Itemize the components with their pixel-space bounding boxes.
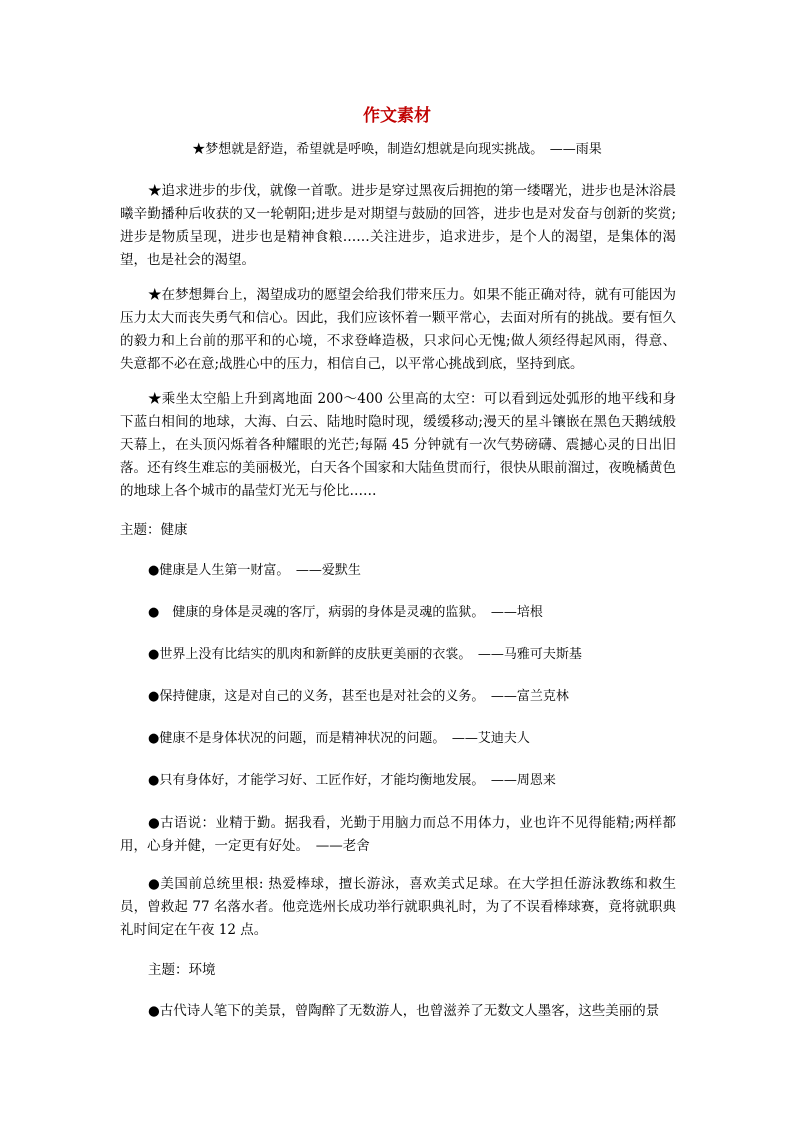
paragraph-environment: ●古代诗人笔下的美景，曾陶醉了无数游人，也曾滋养了无数文人墨客，这些美丽的景 [148,1003,660,1019]
paragraph-dream-stage: ★在梦想舞台上，渴望成功的愿望会给我们带来压力。如果不能正确对待，就有可能因为压力太大而丧失勇气和信心。因此，我们应该怀着一颗平常心，去面对所有的挑战。要有恒久的毅力和上台前的那平和的心境，不求登峰造极，只求问心无愧;做人须经得起风雨，得意、失意都不必在意;战胜心中的压力，相信自己，以平常心挑战到底，坚持到底。 [120,287,676,372]
health-quote-5: ●健康不是身体状况的问题，而是精神状况的问题。 ——艾迪夫人 [148,731,530,746]
health-quote-1: ●健康是人生第一财富。 ——爱默生 [148,563,361,578]
paragraph-reagan: ●美国前总统里根: 热爱棒球，擅长游泳，喜欢美式足球。在大学担任游泳教练和救生员，曾救起 77 名落水者。他竞选州长成功举行就职典礼时，为了不误看棒球赛，竟将就职典礼时间定在午夜 12 点。 [120,876,676,938]
paragraph-space: ★乘坐太空船上升到离地面 200～400 公里高的太空：可以看到远处弧形的地平线和身下蓝白相间的地球，大海、白云、陆地时隐时现，缓缓移动;漫天的星斗镶嵌在黑色天鹅绒般天幕上，在头顶闪烁着各种耀眼的光芒;每隔 45 分钟就有一次气势磅礴、震撼心灵的日出旧落。还有终生难忘的美丽极光，白天各个国家和大陆鱼贯而行，很快从眼前溜过，夜晚橘黄色的地球上各个城市的晶莹灯光无与伦比…… [120,391,676,499]
paragraph-progress: ★追求进步的步伐，就像一首歌。进步是穿过黑夜后拥抱的第一缕曙光，进步也是沐浴晨曦辛勤播种后收获的又一轮朝阳;进步是对期望与鼓励的回答，进步也是对发奋与创新的奖赏;进步是物质呈现，进步也是精神食粮……关注进步，追求进步，是个人的渴望，是集体的渴望，也是社会的渴望。 [120,183,676,268]
health-quote-4: ●保持健康，这是对自己的义务，甚至也是对社会的义务。 ——富兰克林 [148,689,569,704]
intro-quote: ★梦想就是舒造，希望就是呼唤，制造幻想就是向现实挑战。 ——雨果 [192,142,602,157]
section-title-environment: 主题：环境 [148,962,216,978]
health-quote-6: ●只有身体好，才能学习好、工匠作好，才能均衡地发展。 ——周恩来 [148,773,556,788]
document-title: 作文素材 [363,106,431,126]
paragraph-laoshe: ●古语说：业精于勤。据我看，光勤于用脑力而总不用体力，业也许不见得能精;两样都用，心身并健，一定更有好处。 ——老舍 [120,815,676,854]
section-title-health: 主题：健康 [120,522,188,538]
health-quote-2: ● 健康的身体是灵魂的客厅，病弱的身体是灵魂的监狱。 ——培根 [148,605,543,620]
health-quote-3: ●世界上没有比结实的肌肉和新鲜的皮肤更美丽的衣裳。 ——马雅可夫斯基 [148,647,582,662]
